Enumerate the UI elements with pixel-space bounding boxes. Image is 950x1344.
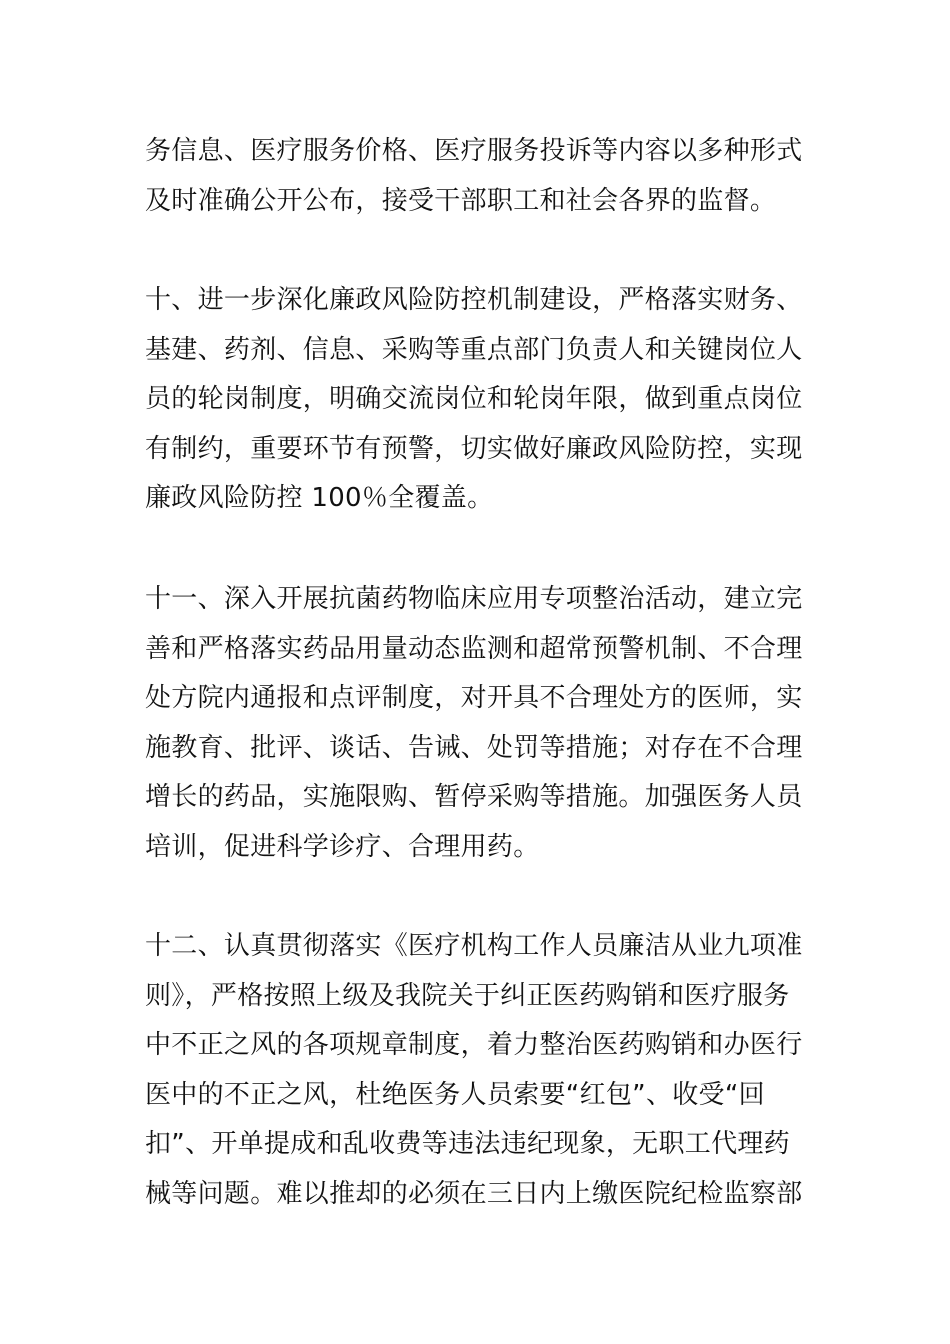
text-line: 十一、深入开展抗菌药物临床应用专项整治活动，建立完: [145, 584, 803, 614]
paragraph-item-11: [145, 575, 815, 872]
text-line: 医中的不正之风，杜绝医务人员索要“红包”、收受“回: [145, 1079, 765, 1110]
text-line: 基建、药剂、信息、采购等重点部门负责人和关键岗位人: [145, 334, 803, 365]
paragraph-item-12: [145, 922, 815, 1219]
text-line: 中不正之风的各项规章制度，着力整治医药购销和办医行: [145, 1030, 803, 1060]
text-line: 有制约，重要环节有预警，切实做好廉政风险防控，实现: [145, 433, 803, 464]
text-line: 处方院内通报和点评制度，对开具不合理处方的医师，实: [145, 683, 803, 713]
text-line: 则》，严格按照上级及我院关于纠正医药购销和医疗服务: [145, 980, 790, 1011]
text-line: 务信息、医疗服务价格、医疗服务投诉等内容以多种形式: [145, 136, 803, 166]
text-line: 械等问题。难以推却的必须在三日内上缴医院纪检监察部: [145, 1178, 803, 1209]
text-line: 增长的药品，实施限购、暂停采购等措施。加强医务人员: [145, 782, 803, 812]
text-line: 扣”、开单提成和乱收费等违法违纪现象，无职工代理药: [145, 1129, 790, 1159]
text-line: 十二、认真贯彻落实《医疗机构工作人员廉洁从业九项准: [145, 931, 803, 961]
text-line: 培训，促进科学诊疗、合理用药。: [145, 831, 540, 862]
text-line: 施教育、批评、谈话、告诫、处罚等措施；对存在不合理: [145, 732, 803, 763]
text-line: 廉政风险防控 100％全覆盖。: [145, 483, 494, 513]
text-line: 及时准确公开公布，接受干部职工和社会各界的监督。: [145, 185, 777, 216]
text-line: 十、进一步深化廉政风险防控机制建设，严格落实财务、: [145, 285, 803, 315]
text-line: 善和严格落实药品用量动态监测和超常预警机制、不合理: [145, 633, 803, 664]
paragraph-public-disclosure: [145, 127, 815, 226]
text-line: 员的轮岗制度，明确交流岗位和轮岗年限，做到重点岗位: [145, 384, 803, 414]
paragraph-item-10: [145, 276, 815, 524]
